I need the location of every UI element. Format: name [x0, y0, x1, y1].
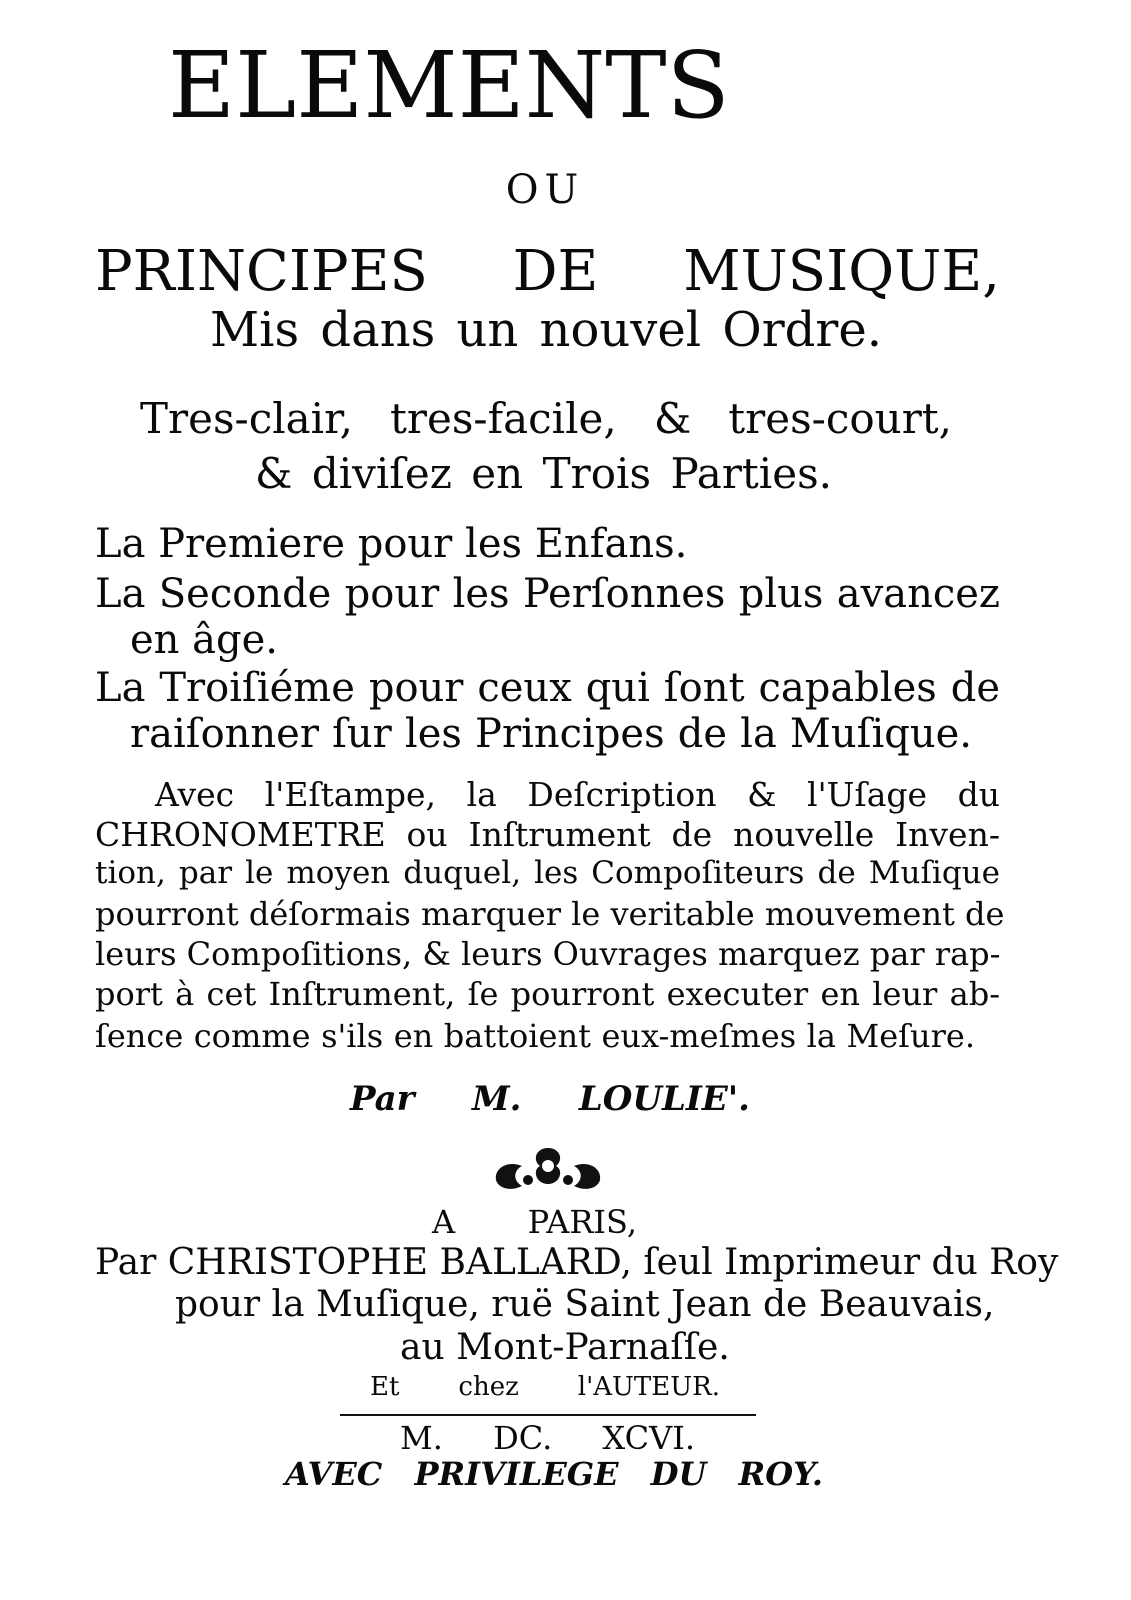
paragraph-line: ſence comme s'ils en battoient eux-meſmes la Meſure. — [95, 1017, 975, 1055]
part-second-cont: en âge. — [130, 617, 278, 663]
paragraph-line: port à cet Inſtrument, ſe pourront executer en leur ab- — [95, 975, 1000, 1013]
paragraph-line: CHRONOMETRE ou Inſtrument de nouvelle Inven- — [95, 815, 1000, 854]
imprint-city: A PARIS, — [432, 1203, 637, 1241]
paragraph-line: leurs Compoſitions, & leurs Ouvrages marquez par rap- — [95, 935, 1001, 973]
author: Par M. LOULIE'. — [350, 1079, 750, 1119]
paragraph-line: Avec l'Eſtampe, la Deſcription & l'Uſage du — [155, 775, 1000, 814]
title: ELEMENTS — [168, 32, 730, 139]
imprint-author: Et chez l'AUTEUR. — [370, 1372, 720, 1402]
privilege: AVEC PRIVILEGE DU ROY. — [285, 1455, 823, 1493]
imprint-printer: Par CHRISTOPHE BALLARD, ſeul Imprimeur du Roy — [95, 1242, 1059, 1283]
publication-year: M. DC. XCVI. — [400, 1419, 695, 1457]
part-third: La Troiſiéme pour ceux qui ſont capables de — [95, 665, 1000, 711]
printer-ornament-icon — [488, 1140, 608, 1196]
part-third-cont: raiſonner ſur les Principes de la Muſique. — [130, 711, 972, 757]
divider-rule — [340, 1414, 756, 1416]
part-second: La Seconde pour les Perſonnes plus avancez — [95, 571, 1000, 617]
paragraph-line: tion, par le moyen duquel, les Compoſiteurs de Muſique — [95, 855, 1000, 891]
subtitle-line2: Mis dans un nouvel Ordre. — [210, 302, 882, 358]
imprint-address: pour la Muſique, ruë Saint Jean de Beauvais, — [175, 1284, 995, 1325]
subtitle: PRINCIPES DE MUSIQUE, — [95, 239, 1000, 304]
imprint-address-cont: au Mont-Parnaſſe. — [400, 1327, 730, 1368]
paragraph-line: pourront déſormais marquer le veritable mouvement de — [95, 895, 1005, 933]
title-conjunction: OU — [505, 167, 585, 213]
description-line2: & diviſez en Trois Parties. — [255, 449, 832, 498]
description-line1: Tres-clair, tres-facile, & tres-court, — [140, 394, 952, 443]
part-first: La Premiere pour les Enfans. — [95, 521, 688, 567]
